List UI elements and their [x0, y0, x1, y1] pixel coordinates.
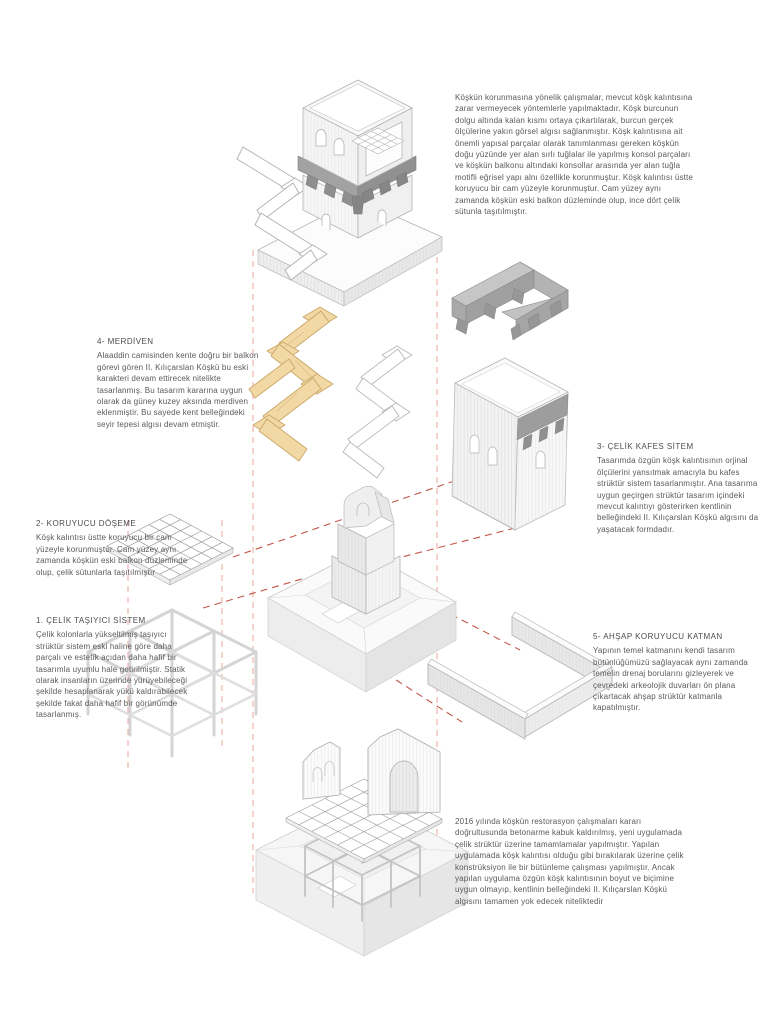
step3-heading: 3- ÇELİK KAFES SİTEM [597, 442, 694, 451]
step1-heading: 1. ÇELİK TAŞIYICI SİSTEM [36, 616, 146, 625]
restoration-2016-text: 2016 yılında köşkün restorasyon çalışmaları kararı doğrultusunda betonarme kabuk kaldırılmış, yeni uygulamada çelik strüktür üzerine tamamlamalar yapılmıştır. Yapılan uygulamada köşk kalıntısı olduğu gibi bırakılarak üzerine çelik konstrüksiyon ile bir bütünleme çalışması yapılmıştır. Ancak yapılan uygulama özgün köşk kalıntısının boyut ve biçimine uygun olmayıp, kentlinin belleğindeki II. Kılıçarslan Köşkü algısını tamamen yok edecek niteliktedir [455, 817, 684, 906]
step4-body: Alaaddin camisinden kente doğru bir balkon görevi gören II. Kılıçarslan Köşkü bu eski karakteri devam ettirecek nitelikte tasarlanmış. Bu tasarım kararına uygun olarak da güney kuzey aksında merdiven eklenmiştir. Bu sayede kent belleğindeki seyir tepesi algısı devam etmiştir. [97, 351, 259, 429]
step4-heading: 4- MERDİVEN [97, 337, 154, 346]
final-proposal-axon [237, 80, 442, 306]
steel-lattice-tower [452, 358, 568, 530]
corbel-ring-fragment [452, 262, 568, 340]
step3-kafes-note [597, 441, 769, 535]
preservation-note [455, 92, 695, 217]
step1-body: Çelik kolonlarla yükseltilmiş taşıyıcı strüktür sistem eski haline göre daha parçalı ve estetik açıdan daha hafif bir tasarımla uyumlu hale getirilmiştir. Statik olarak insanların üzerinde yürüyebileceği şekilde hesaplanarak yükü kaldırabilecek şekilde fakat daha hafif bir görünümde tasarlanmış. [36, 630, 188, 720]
step3-body: Tasarımda özgün köşk kalıntısının orjinal ölçülerini yansıtmak amacıyla bu kafes strüktür sistem tasarlanmıştır. Ana tasarıma uygun geçirgen strüktür tasarım içindeki mevcut kalıntıyı gösterirken kentlinin belleğindeki II. Kılıçarslan Köşkü algısını da yaşatacak formdadır. [597, 456, 759, 534]
step4-merdiven-note [97, 336, 263, 430]
step5-body: Yapının temel katmanını kendi tasarım bütünlüğümüzü sağlayacak aynı zamanda temelin drenaj borularını gizleyerek ve çevredeki arkeolojik duvarları ön plana çıkartacak ahşap strüktür katmanla kapatılmıştır. [593, 646, 748, 713]
stair-outline-white [343, 346, 412, 478]
restoration-2016-axon [256, 729, 468, 956]
step1-tasiyici-note [36, 615, 190, 721]
preservation-note-text: Köşkün korunmasına yönelik çalışmalar, mevcut köşk kalıntısına zarar vermeyecek yöntemlerle yapılmaktadır. Köşk burcunun dolgu altında kalan kısmı ortaya çıkartılarak, burcun gerçek ölçülerine yakın görsel algısı sağlanmıştır. Köşk kalıntısına ait önemli yapısal parçalar olarak tanımlanması gereken köşkün doğu yüzünde yer alan sırlı tuğlalar ile yapılmış konsol parçaları ve köşkün balkonu altındaki konsollar arasında yer alan tuğla motifli eğrisel yapı alnı özellikle korunmuştur. Köşk kalıntısı üstte koruyucu bir cam yüzeyle korunmuştur. Cam yüzey aynı zamanda köşkün eski balkon düzleminde olup, ince dört çelik sütunla taşıtılmıştır. [455, 93, 694, 217]
ruin-tower [332, 486, 400, 614]
step5-ahsap-note [593, 631, 771, 714]
restoration-2016-note [455, 816, 687, 907]
step5-heading: 5- AHŞAP KORUYUCU KATMAN [593, 632, 723, 641]
existing-ruin-mound [268, 486, 456, 692]
step2-body: Köşk kalıntısı üstte koruyucu bir cam yüzeyle korunmuştur. Cam yüzey aynı zamanda köşkün eski balkon düzleminde olup, çelik sütunlarla taşıtılmıştır [36, 533, 188, 577]
step2-doseme-note [36, 518, 190, 578]
step2-heading: 2- KORUYUCU DÖŞEME [36, 519, 137, 528]
